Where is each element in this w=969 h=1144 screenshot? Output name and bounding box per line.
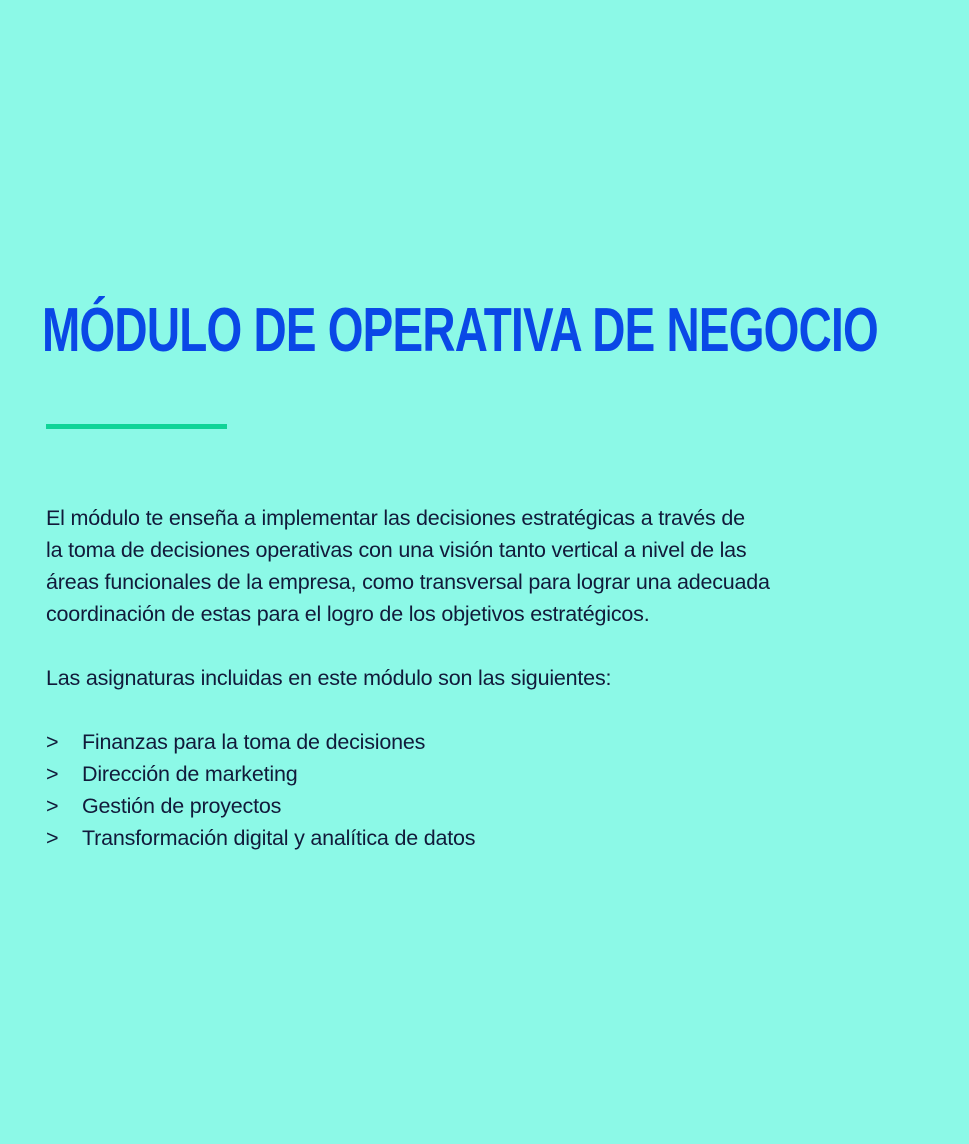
description-line: El módulo te enseña a implementar las decisiones estratégicas a través de (46, 506, 745, 530)
subject-label: Gestión de proyectos (82, 794, 282, 818)
description-line: áreas funcionales de la empresa, como transversal para lograr una adecuada (46, 570, 770, 594)
subject-list (46, 726, 926, 854)
description-line: la toma de decisiones operativas con una visión tanto vertical a nivel de las (46, 538, 747, 562)
subject-label: Transformación digital y analítica de datos (82, 826, 476, 850)
subject-label: Dirección de marketing (82, 762, 298, 786)
subject-item (46, 790, 926, 822)
module-description (46, 502, 926, 630)
chevron-right-icon: > (46, 762, 59, 786)
subjects-intro: Las asignaturas incluidas en este módulo son las siguientes: (46, 666, 612, 690)
module-content (46, 502, 926, 854)
subject-label: Finanzas para la toma de decisiones (82, 730, 426, 754)
chevron-right-icon: > (46, 730, 59, 754)
page-title: MÓDULO DE OPERATIVA DE NEGOCIO (42, 296, 878, 365)
subject-item (46, 726, 926, 758)
chevron-right-icon: > (46, 794, 59, 818)
accent-divider (46, 424, 227, 429)
subject-item (46, 758, 926, 790)
subject-item (46, 822, 926, 854)
description-line: coordinación de estas para el logro de los objetivos estratégicos. (46, 602, 650, 626)
chevron-right-icon: > (46, 826, 59, 850)
